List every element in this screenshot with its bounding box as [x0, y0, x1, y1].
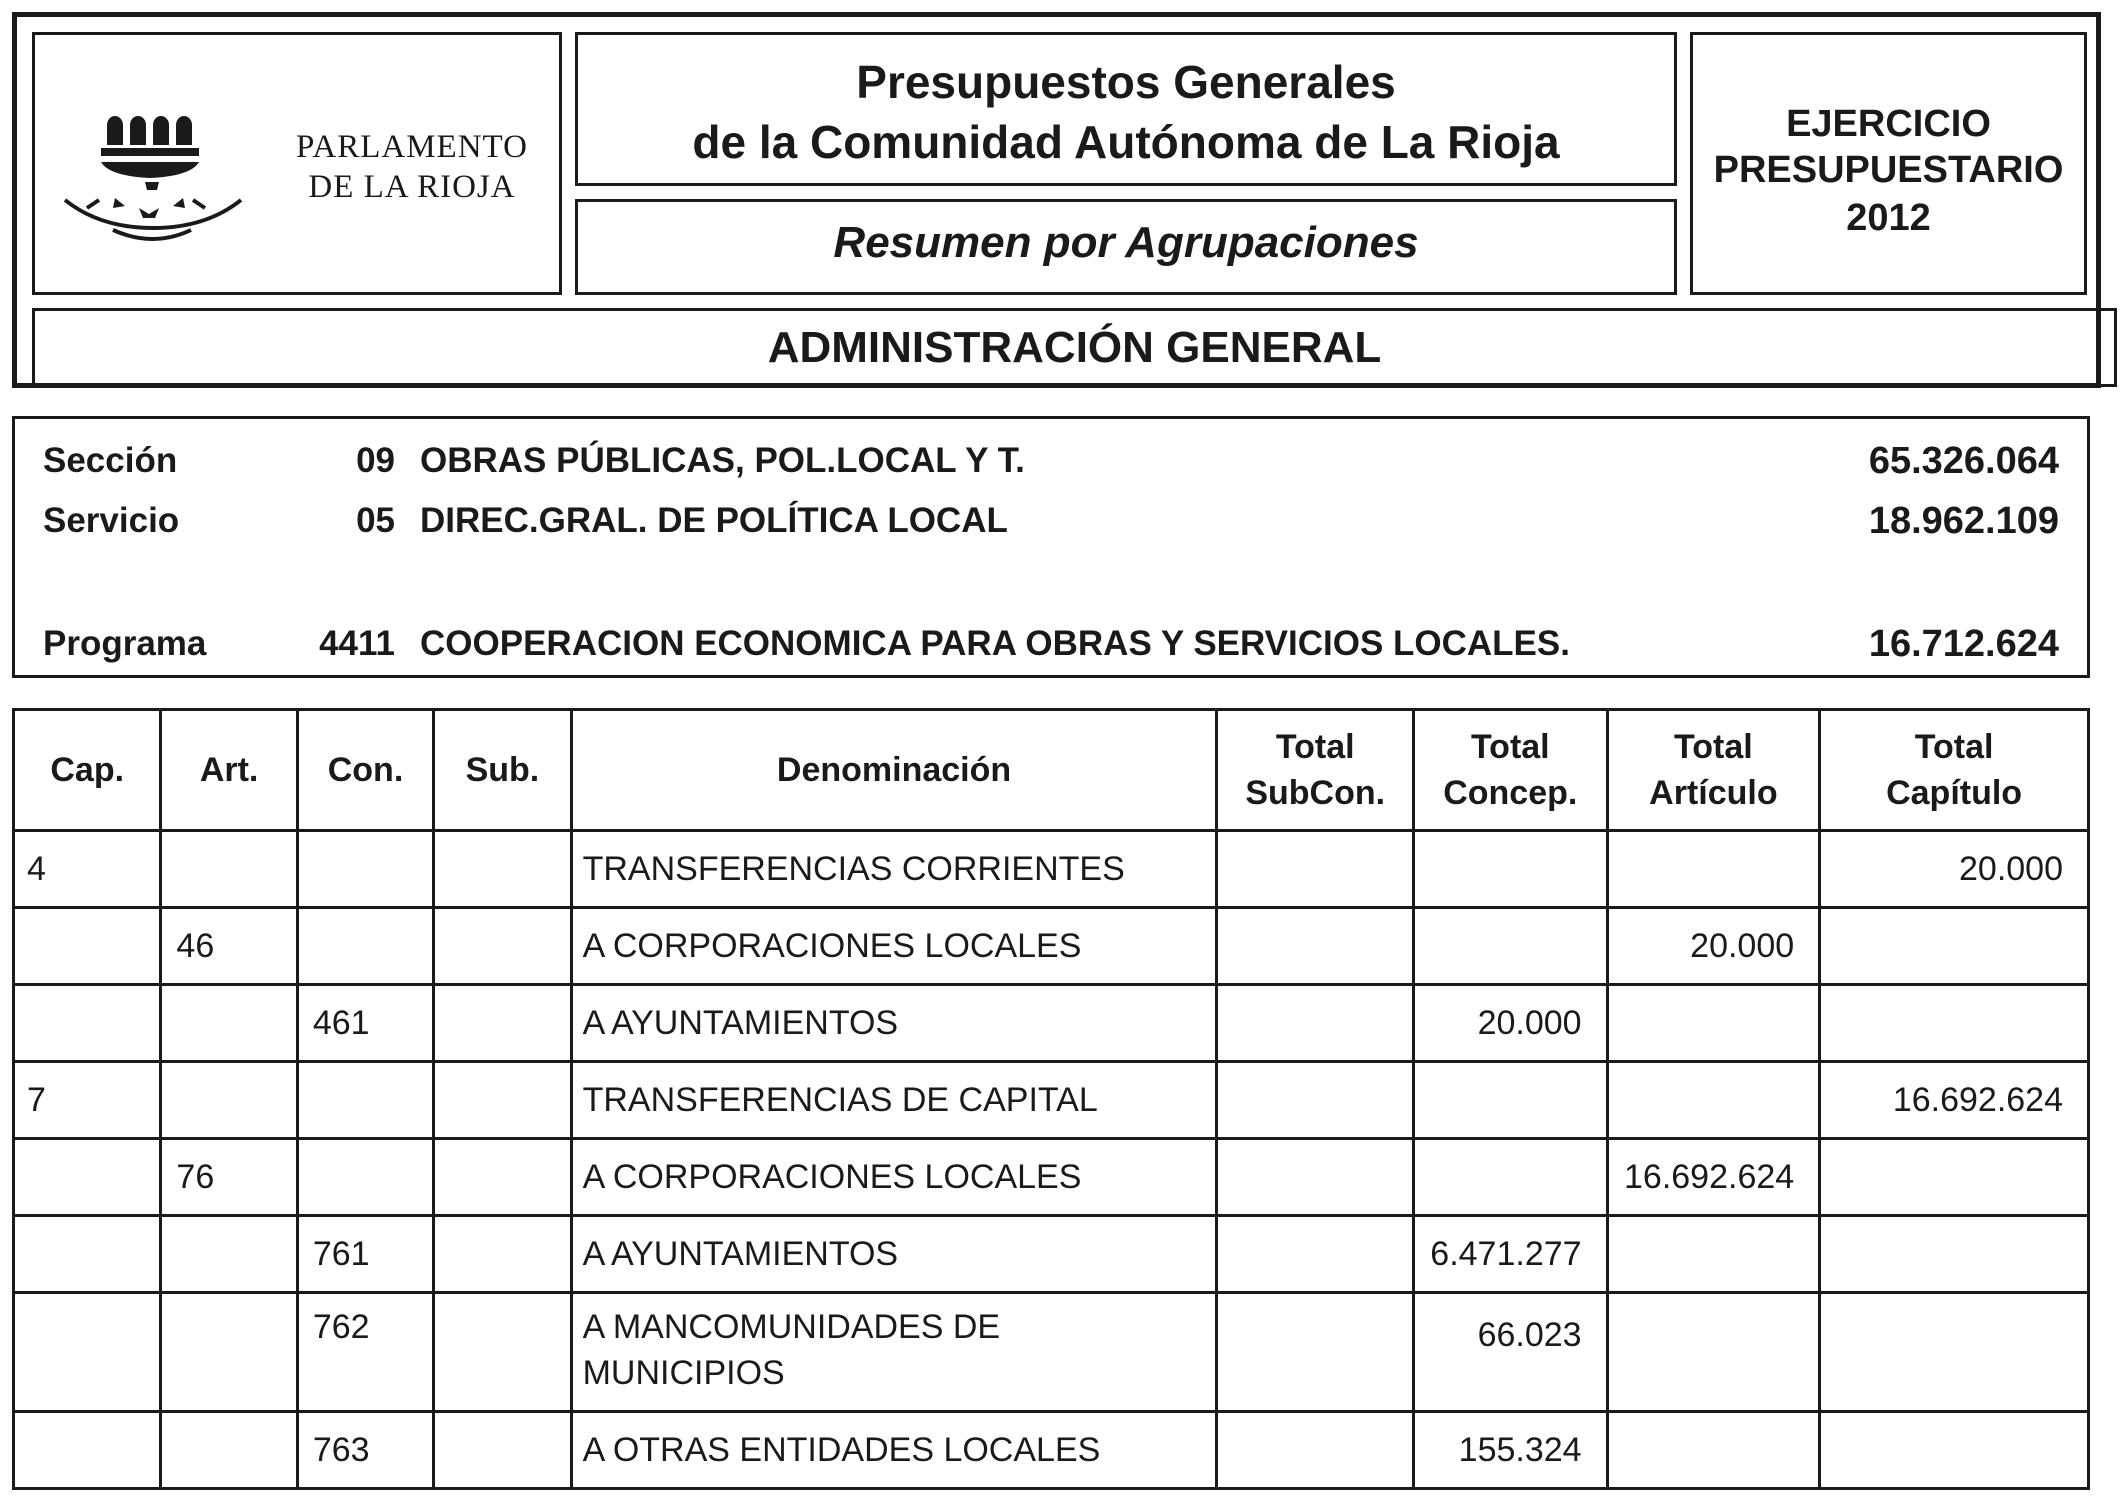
cell-con [297, 1062, 433, 1139]
cell-total-concep: 155.324 [1414, 1412, 1608, 1489]
cell-total-articulo [1607, 1293, 1820, 1412]
cell-sub [434, 1293, 571, 1412]
table-row [14, 1216, 2089, 1293]
section-banner [32, 308, 2117, 387]
cell-denominacion: A CORPORACIONES LOCALES [571, 908, 1217, 985]
table-row [14, 1412, 2089, 1489]
cell-total-subcon [1217, 908, 1414, 985]
cell-cap [14, 1412, 161, 1489]
col-header-total-articulo [1607, 710, 1820, 831]
cell-total-subcon [1217, 1062, 1414, 1139]
col-header-total-subcon-line1: Total [1275, 728, 1355, 766]
cell-art [161, 831, 297, 908]
cell-total-concep [1414, 831, 1608, 908]
fiscal-year-panel [1690, 32, 2087, 295]
cell-art [161, 1412, 297, 1489]
subtitle-panel [575, 199, 1677, 295]
servicio-code: 05 [356, 501, 395, 540]
seccion-label: Sección [43, 441, 178, 480]
cell-sub [434, 1216, 571, 1293]
table-header-row [14, 710, 2089, 831]
cell-con [297, 831, 433, 908]
col-header-cap: Cap. [14, 710, 161, 831]
cell-art [161, 1293, 297, 1412]
table-row [14, 1293, 2089, 1412]
cell-total-capitulo: 20.000 [1820, 831, 2089, 908]
cell-total-subcon [1217, 1412, 1414, 1489]
fiscal-year-value: 2012 [1846, 197, 1931, 239]
cell-art [161, 1216, 297, 1293]
cell-total-concep [1414, 1062, 1608, 1139]
seccion-row [15, 439, 2087, 483]
cell-total-subcon [1217, 985, 1414, 1062]
cell-denominacion: A CORPORACIONES LOCALES [571, 1139, 1217, 1216]
cell-total-subcon [1217, 831, 1414, 908]
org-name-line2: DE LA RIOJA [308, 169, 516, 205]
title-panel [575, 32, 1677, 186]
cell-con: 461 [297, 985, 433, 1062]
cell-cap [14, 908, 161, 985]
cell-total-concep [1414, 1139, 1608, 1216]
servicio-label: Servicio [43, 501, 180, 540]
cell-art [161, 1062, 297, 1139]
cell-sub [434, 831, 571, 908]
cell-cap [14, 985, 161, 1062]
document-title-line1: Presupuestos Generales [856, 56, 1396, 108]
cell-total-concep: 6.471.277 [1414, 1216, 1608, 1293]
fiscal-year-label2: PRESUPUESTARIO [1713, 149, 2064, 191]
cell-total-articulo [1607, 831, 1820, 908]
cell-total-articulo [1607, 1062, 1820, 1139]
fiscal-year-label1: EJERCICIO [1786, 103, 1991, 145]
col-header-total-capitulo [1820, 710, 2089, 831]
seccion-code: 09 [356, 441, 395, 480]
col-header-total-concep-line1: Total [1470, 728, 1550, 766]
cell-denominacion: A MANCOMUNIDADES DE MUNICIPIOS [571, 1293, 1217, 1412]
cell-denominacion: A AYUNTAMIENTOS [571, 1216, 1217, 1293]
cell-con [297, 1139, 433, 1216]
col-header-total-capitulo-line1: Total [1914, 728, 1994, 766]
cell-art [161, 985, 297, 1062]
cell-cap [14, 1139, 161, 1216]
cell-total-subcon [1217, 1139, 1414, 1216]
table-row [14, 1139, 2089, 1216]
programa-label: Programa [43, 624, 207, 663]
cell-denominacion: TRANSFERENCIAS CORRIENTES [571, 831, 1217, 908]
cell-denominacion: A OTRAS ENTIDADES LOCALES [571, 1412, 1217, 1489]
cell-total-capitulo [1820, 1139, 2089, 1216]
cell-cap [14, 1216, 161, 1293]
cell-total-subcon [1217, 1216, 1414, 1293]
cell-total-concep: 66.023 [1414, 1293, 1608, 1412]
col-header-total-subcon [1217, 710, 1414, 831]
cell-total-capitulo: 16.692.624 [1820, 1062, 2089, 1139]
cell-cap: 7 [14, 1062, 161, 1139]
cell-total-articulo [1607, 985, 1820, 1062]
col-header-total-articulo-line1: Total [1674, 728, 1753, 766]
cell-total-capitulo [1820, 1412, 2089, 1489]
org-name-line1: PARLAMENTO [296, 129, 528, 165]
col-header-total-subcon-line2: SubCon. [1245, 774, 1386, 812]
col-header-total-articulo-line2: Artículo [1649, 774, 1778, 812]
cell-sub [434, 908, 571, 985]
cell-total-subcon [1217, 1293, 1414, 1412]
cell-con: 762 [297, 1293, 433, 1412]
col-header-total-concep [1414, 710, 1608, 831]
servicio-name: DIREC.GRAL. DE POLÍTICA LOCAL [420, 501, 1008, 540]
programa-code: 4411 [319, 624, 395, 663]
cell-sub [434, 1062, 571, 1139]
cell-total-articulo: 16.692.624 [1607, 1139, 1820, 1216]
cell-sub [434, 1412, 571, 1489]
document-header [12, 12, 2101, 388]
servicio-amount: 18.962.109 [1868, 500, 2059, 542]
col-header-total-concep-line2: Concep. [1443, 774, 1578, 812]
col-header-total-capitulo-line2: Capítulo [1886, 774, 2023, 812]
cell-total-capitulo [1820, 1293, 2089, 1412]
programa-amount: 16.712.624 [1868, 623, 2059, 665]
cell-total-capitulo [1820, 908, 2089, 985]
section-banner-text: ADMINISTRACIÓN GENERAL [767, 323, 1382, 372]
table-row [14, 985, 2089, 1062]
col-header-con: Con. [297, 710, 433, 831]
document-title-line2: de la Comunidad Autónoma de La Rioja [692, 116, 1560, 168]
col-header-sub: Sub. [434, 710, 571, 831]
servicio-row [15, 499, 2087, 543]
cell-sub [434, 985, 571, 1062]
cell-total-articulo [1607, 1216, 1820, 1293]
cell-total-concep: 20.000 [1414, 985, 1608, 1062]
budget-table [12, 708, 2090, 1490]
table-row [14, 831, 2089, 908]
cell-sub [434, 1139, 571, 1216]
cell-cap [14, 1293, 161, 1412]
cell-denominacion: A AYUNTAMIENTOS [571, 985, 1217, 1062]
cell-total-capitulo [1820, 985, 2089, 1062]
table-row [14, 908, 2089, 985]
cell-total-articulo: 20.000 [1607, 908, 1820, 985]
cell-con [297, 908, 433, 985]
programa-row [15, 622, 2087, 666]
programa-name: COOPERACION ECONOMICA PARA OBRAS Y SERVICIOS LOCALES. [420, 624, 1570, 663]
table-row [14, 1062, 2089, 1139]
seccion-name: OBRAS PÚBLICAS, POL.LOCAL Y T. [420, 441, 1025, 480]
cell-total-articulo [1607, 1412, 1820, 1489]
cell-total-capitulo [1820, 1216, 2089, 1293]
col-header-art: Art. [161, 710, 297, 831]
cell-con: 763 [297, 1412, 433, 1489]
seccion-amount: 65.326.064 [1868, 440, 2059, 482]
cell-con: 761 [297, 1216, 433, 1293]
budget-classification [12, 416, 2090, 678]
cell-art: 46 [161, 908, 297, 985]
cell-cap: 4 [14, 831, 161, 908]
cell-art: 76 [161, 1139, 297, 1216]
document-subtitle: Resumen por Agrupaciones [833, 218, 1419, 267]
cell-denominacion: TRANSFERENCIAS DE CAPITAL [571, 1062, 1217, 1139]
col-header-denominacion: Denominación [571, 710, 1217, 831]
parliament-emblem-icon [55, 90, 255, 250]
cell-total-concep [1414, 908, 1608, 985]
logo-panel [32, 32, 562, 295]
